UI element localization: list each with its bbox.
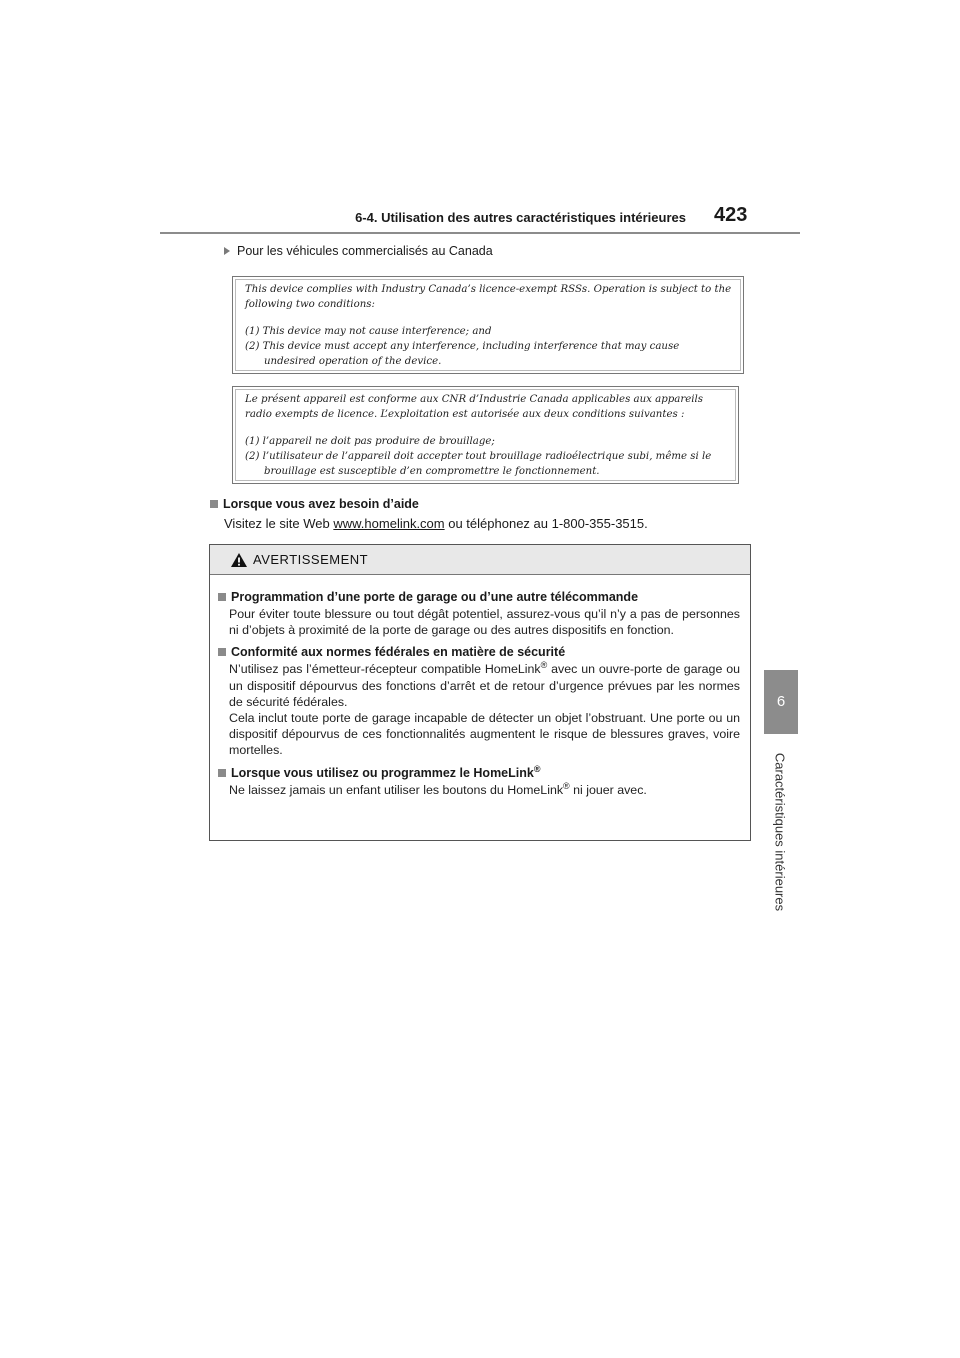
- help-text-before: Visitez le site Web: [224, 516, 334, 531]
- help-heading-text: Lorsque vous avez besoin d’aide: [223, 497, 419, 511]
- warning-item-title-text: Lorsque vous utilisez ou programmez le HomeLink: [231, 765, 534, 780]
- warning-box: [209, 544, 751, 841]
- warning-item: [218, 644, 740, 758]
- warning-header: [210, 545, 750, 575]
- header-divider: [160, 232, 800, 234]
- registered-mark: ®: [563, 780, 570, 791]
- industry-canada-notice-french: [232, 386, 739, 484]
- square-bullet-icon: [218, 769, 226, 777]
- warning-text-part: ni jouer avec.: [569, 782, 647, 797]
- warning-text-part: Ne laissez jamais un enfant utiliser les boutons du HomeLink: [229, 782, 564, 797]
- region-note: [224, 244, 493, 258]
- registered-mark: ®: [540, 660, 548, 671]
- notice-fr-item-1: (1) l’appareil ne doit pas produire de brouillage;: [245, 436, 495, 447]
- help-heading: [210, 497, 419, 511]
- square-bullet-icon: [210, 500, 218, 508]
- notice-fr-item-2: (2) l’utilisateur de l’appareil doit accepter tout brouillage radioélectrique subi, même si le brouillage est susceptible d’en compromettre le fonctionnement.: [245, 451, 712, 477]
- warning-item-title: [218, 589, 740, 606]
- registered-mark: ®: [533, 763, 541, 774]
- homelink-website-link[interactable]: www.homelink.com: [333, 516, 445, 531]
- warning-item-text: [218, 661, 740, 758]
- chapter-label: Caractéristiques intérieures: [772, 752, 788, 912]
- square-bullet-icon: [218, 648, 226, 656]
- warning-body: [210, 575, 750, 798]
- region-note-text: Pour les véhicules commercialisés au Canada: [237, 244, 493, 258]
- notice-en-item-2: (2) This device must accept any interference, including interference that may cause undesired operation of the device.: [245, 341, 680, 367]
- warning-text-part: Cela inclut toute porte de garage incapable de détecter un objet l’obstruant. Une porte ou un dispositif dépourvus de ces fonctionnalités augmentent le risque de blessures graves, voire mortelles.: [229, 711, 740, 758]
- help-text-after: ou téléphonez au 1-800-355-3515.: [444, 516, 648, 531]
- notice-en-intro: This device complies with Industry Canada’s licence-exempt RSSs. Operation is subject to the following two conditions:: [245, 284, 732, 310]
- warning-text-part: avec un ouvre-porte de garage ou un dispositif dépourvus des fonctions d’arrêt et de retour d’urgence prévues par les normes de sécurité fédérales.: [229, 662, 740, 709]
- chapter-tab: 6: [764, 670, 798, 734]
- warning-text-part: N’utilisez pas l’émetteur-récepteur compatible HomeLink: [229, 662, 541, 677]
- triangle-bullet-icon: [224, 247, 230, 255]
- warning-item-text: Pour éviter toute blessure ou tout dégât potentiel, assurez-vous qu’il n’y a pas de personnes ni d’objets à proximité de la porte de garage ou des autres dispositifs en fonction.: [229, 607, 740, 638]
- page-number: 423: [714, 204, 748, 226]
- warning-item-text: [218, 782, 740, 798]
- square-bullet-icon: [218, 593, 226, 601]
- warning-item-title-text: Conformité aux normes fédérales en matière de sécurité: [231, 645, 566, 660]
- warning-item-title-text: Programmation d’une porte de garage ou d’une autre télécommande: [231, 590, 639, 604]
- warning-item: [218, 765, 740, 798]
- notice-en-item-1: (1) This device may not cause interference; and: [245, 326, 492, 337]
- industry-canada-notice-english: [232, 276, 744, 374]
- section-title: 6-4. Utilisation des autres caractéristiques intérieures: [355, 210, 686, 225]
- warning-item: [218, 589, 740, 638]
- warning-label: AVERTISSEMENT: [253, 552, 369, 567]
- help-text: [224, 516, 648, 531]
- warning-triangle-icon: [230, 552, 248, 568]
- warning-item-title: [218, 644, 740, 661]
- warning-item-title: [218, 765, 740, 782]
- notice-fr-intro: Le présent appareil est conforme aux CNR d’Industrie Canada applicables aux appareils radio exempts de licence. L’exploitation est autorisée aux deux conditions suivantes :: [245, 394, 703, 420]
